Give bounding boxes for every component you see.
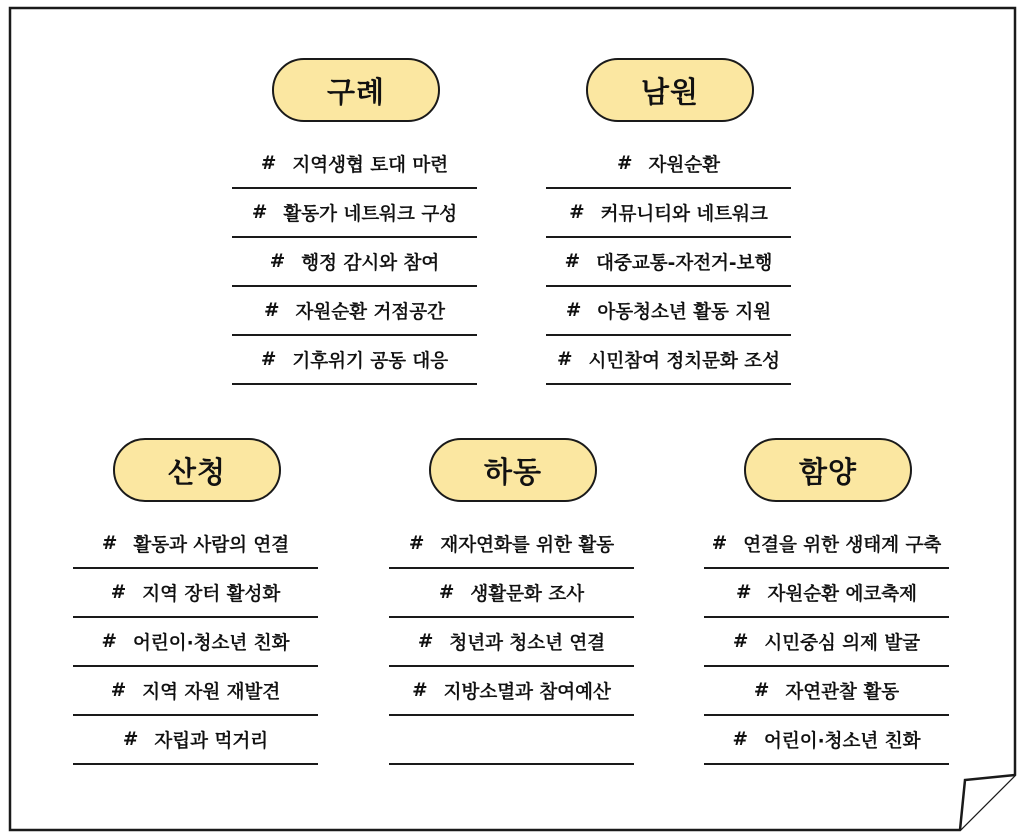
- list-item-label: 지역생협 토대 마련: [292, 154, 449, 176]
- hash-mark: #: [556, 349, 573, 370]
- list-item-label: 어린이·청소년 친화: [764, 730, 921, 752]
- hash-mark: #: [408, 533, 425, 554]
- list-item: [546, 287, 791, 336]
- list-item: [389, 716, 634, 765]
- list-item: [232, 140, 477, 189]
- list-item: [232, 336, 477, 385]
- region-title-pill: 구례: [272, 58, 440, 122]
- region-title-pill: 남원: [586, 58, 754, 122]
- list-item-label: 어린이·청소년 친화: [133, 632, 290, 654]
- list-item: [232, 238, 477, 287]
- hash-mark: #: [564, 251, 581, 272]
- list-item: [73, 569, 318, 618]
- list-item-label: 지역 자원 재발견: [142, 681, 281, 703]
- list-item: [704, 520, 949, 569]
- hash-mark: #: [569, 202, 585, 223]
- list-item-label: 청년과 청소년 연결: [449, 632, 606, 654]
- list-item: [546, 336, 791, 385]
- hash-mark: #: [269, 251, 286, 272]
- list-item: [546, 140, 791, 189]
- list-item-label: 행정 감시와 참여: [301, 252, 440, 274]
- hash-mark: #: [122, 729, 139, 750]
- list-item-label: 활동가 네트워크 구성: [283, 203, 458, 225]
- list-item-label: 자연관찰 활동: [785, 681, 900, 703]
- list-item-label: 대중교통-자전거-보행: [596, 252, 773, 274]
- region-title-pill: 함양: [744, 438, 912, 502]
- hash-mark: #: [264, 300, 280, 321]
- region-title-pill: 하동: [429, 438, 597, 502]
- list-item: [389, 520, 634, 569]
- hash-mark: #: [736, 582, 752, 603]
- hash-mark: #: [753, 680, 770, 701]
- list-item-label: 활동과 사람의 연결: [133, 534, 290, 556]
- list-item: [704, 618, 949, 667]
- list-item-label: 생활문화 조사: [470, 583, 585, 605]
- list-item-label: 자원순환 에코축제: [767, 583, 917, 605]
- hash-mark: #: [101, 631, 118, 652]
- list-item: [704, 569, 949, 618]
- list-item: [389, 667, 634, 716]
- list-item: [389, 618, 634, 667]
- hash-mark: #: [565, 300, 582, 321]
- folded-corner: [960, 775, 1015, 830]
- hash-mark: #: [101, 533, 118, 554]
- hash-mark: #: [412, 680, 428, 701]
- hash-mark: #: [260, 349, 277, 370]
- region-title-pill: 산청: [113, 438, 281, 502]
- list-item: [546, 189, 791, 238]
- list-item-label: 자립과 먹거리: [154, 730, 269, 752]
- list-item-label: 지역 장터 활성화: [142, 583, 281, 605]
- list-item: [232, 287, 477, 336]
- hash-mark: #: [617, 153, 633, 174]
- hash-mark: #: [417, 631, 434, 652]
- hash-mark: #: [732, 631, 749, 652]
- list-item-label: 지방소멸과 참여예산: [443, 681, 611, 703]
- hash-mark: #: [732, 729, 749, 750]
- list-item: [73, 618, 318, 667]
- list-item-label: 시민중심 의제 발굴: [764, 632, 921, 654]
- list-item: [232, 189, 477, 238]
- list-item: [704, 716, 949, 765]
- list-item-label: 연결을 위한 생태계 구축: [743, 534, 942, 556]
- hash-mark: #: [438, 582, 455, 603]
- hash-mark: #: [251, 202, 268, 223]
- list-item-label: 시민참여 정치문화 조성: [588, 350, 781, 372]
- list-item: [546, 238, 791, 287]
- hash-mark: #: [110, 680, 127, 701]
- list-item-label: 아동청소년 활동 지원: [597, 301, 772, 323]
- list-item-label: 재자연화를 위한 활동: [440, 534, 615, 556]
- list-item: [704, 667, 949, 716]
- list-item-label: 자원순환 거점공간: [295, 301, 445, 323]
- hash-mark: #: [110, 582, 127, 603]
- list-item: [389, 569, 634, 618]
- hash-mark: #: [260, 153, 277, 174]
- list-item-label: 커뮤니티와 네트워크: [600, 203, 768, 225]
- list-item: [73, 520, 318, 569]
- list-item: [73, 667, 318, 716]
- list-item: [73, 716, 318, 765]
- list-item-label: 기후위기 공동 대응: [292, 350, 449, 372]
- hash-mark: #: [711, 533, 728, 554]
- list-item-label: 자원순환: [648, 154, 720, 176]
